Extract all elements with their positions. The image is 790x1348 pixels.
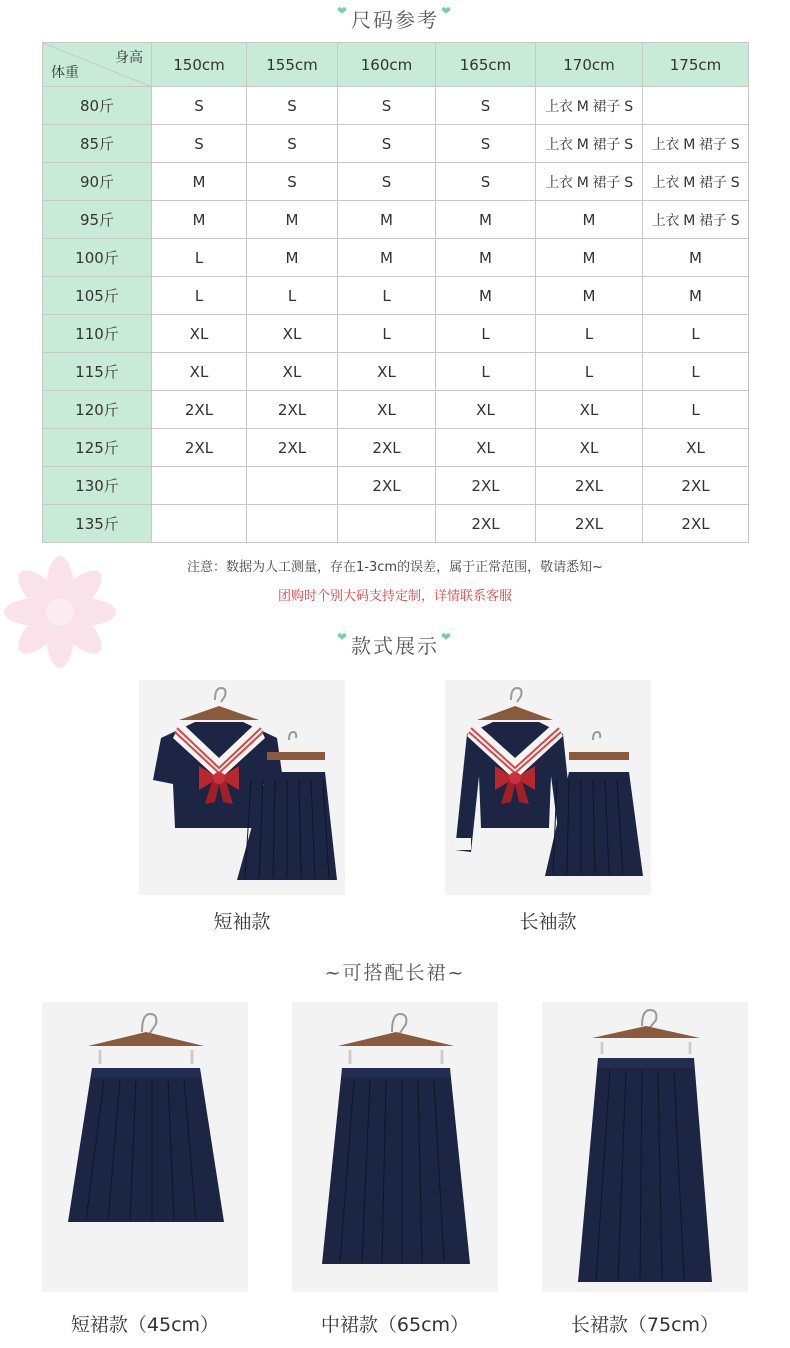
- size-row: [43, 277, 749, 315]
- weight-cell: 80斤: [43, 87, 152, 125]
- long-sleeve-caption: 长袖款: [519, 911, 577, 933]
- size-cell: [152, 505, 247, 543]
- weight-cell: 105斤: [43, 277, 152, 315]
- size-chart-title: [0, 4, 790, 33]
- size-cell: S: [338, 87, 436, 125]
- short-skirt-caption: 短裙款（45cm）: [70, 1314, 220, 1336]
- size-table: [42, 42, 749, 543]
- custom-size-note: 团购时个别大码支持定制，详情联系客服: [277, 589, 512, 604]
- size-cell: M: [338, 201, 436, 239]
- size-cell: 2XL: [247, 429, 338, 467]
- size-cell: S: [247, 163, 338, 201]
- heart-icon: ❤: [336, 4, 349, 18]
- size-cell: XL: [643, 429, 749, 467]
- size-cell: XL: [436, 391, 536, 429]
- size-cell: L: [643, 315, 749, 353]
- size-cell: [152, 467, 247, 505]
- weight-cell: 85斤: [43, 125, 152, 163]
- weight-cell: 110斤: [43, 315, 152, 353]
- size-cell: 上衣 M 裙子 S: [643, 163, 749, 201]
- heart-icon: ❤: [441, 630, 454, 644]
- weight-cell: 100斤: [43, 239, 152, 277]
- size-cell: 2XL: [436, 505, 536, 543]
- medium-skirt-caption: 中裙款（65cm）: [320, 1314, 470, 1336]
- size-cell: M: [338, 239, 436, 277]
- size-cell: M: [436, 239, 536, 277]
- size-cell: M: [436, 277, 536, 315]
- size-cell: L: [247, 277, 338, 315]
- size-cell: 2XL: [338, 429, 436, 467]
- long-skirt-photo: [542, 1002, 748, 1292]
- size-cell: L: [436, 353, 536, 391]
- size-cell: XL: [536, 391, 643, 429]
- weight-cell: 130斤: [43, 467, 152, 505]
- weight-cell: 115斤: [43, 353, 152, 391]
- size-cell: XL: [152, 315, 247, 353]
- size-cell: L: [643, 391, 749, 429]
- size-cell: L: [536, 315, 643, 353]
- measurement-note: 注意：数据为人工测量，存在1-3cm的误差，属于正常范围，敬请悉知~: [187, 560, 603, 575]
- size-cell: XL: [152, 353, 247, 391]
- size-row: [43, 467, 749, 505]
- size-cell: M: [536, 277, 643, 315]
- height-header: 170cm: [536, 43, 643, 87]
- size-cell: M: [436, 201, 536, 239]
- size-cell: M: [643, 277, 749, 315]
- height-header: 160cm: [338, 43, 436, 87]
- size-row: [43, 353, 749, 391]
- size-cell: S: [152, 87, 247, 125]
- size-cell: L: [152, 277, 247, 315]
- style-display-title-text: 款式展示: [351, 634, 439, 658]
- weight-cell: 120斤: [43, 391, 152, 429]
- short-sleeve-caption: 短袖款: [213, 911, 271, 933]
- weight-label: 体重: [51, 65, 79, 81]
- size-cell: S: [436, 87, 536, 125]
- weight-cell: 125斤: [43, 429, 152, 467]
- size-cell: S: [247, 125, 338, 163]
- size-cell: XL: [536, 429, 643, 467]
- size-cell: XL: [247, 315, 338, 353]
- height-header: 165cm: [436, 43, 536, 87]
- size-chart-title-text: 尺码参考: [351, 8, 439, 32]
- size-cell: S: [436, 125, 536, 163]
- short-sleeve-set-photo: [139, 680, 345, 895]
- heart-icon: ❤: [441, 4, 454, 18]
- size-cell: [247, 467, 338, 505]
- size-cell: 上衣 M 裙子 S: [643, 201, 749, 239]
- size-cell: [643, 87, 749, 125]
- weight-cell: 135斤: [43, 505, 152, 543]
- size-cell: S: [247, 87, 338, 125]
- size-cell: S: [338, 125, 436, 163]
- size-cell: 2XL: [247, 391, 338, 429]
- size-cell: 上衣 M 裙子 S: [536, 87, 643, 125]
- size-cell: L: [338, 277, 436, 315]
- size-row: [43, 201, 749, 239]
- size-cell: L: [536, 353, 643, 391]
- weight-cell: 95斤: [43, 201, 152, 239]
- height-header: 150cm: [152, 43, 247, 87]
- size-row: [43, 163, 749, 201]
- size-cell: S: [436, 163, 536, 201]
- size-cell: [247, 505, 338, 543]
- size-cell: 2XL: [536, 467, 643, 505]
- size-cell: 上衣 M 裙子 S: [536, 125, 643, 163]
- size-cell: 2XL: [643, 505, 749, 543]
- size-cell: S: [152, 125, 247, 163]
- size-table-body: [43, 87, 749, 543]
- long-sleeve-set-photo: [445, 680, 651, 895]
- size-row: [43, 239, 749, 277]
- height-header: 155cm: [247, 43, 338, 87]
- size-cell: M: [536, 201, 643, 239]
- size-cell: XL: [338, 353, 436, 391]
- size-row: [43, 315, 749, 353]
- size-cell: L: [152, 239, 247, 277]
- size-row: [43, 87, 749, 125]
- size-cell: 2XL: [152, 429, 247, 467]
- size-cell: 2XL: [536, 505, 643, 543]
- size-cell: XL: [338, 391, 436, 429]
- size-cell: 上衣 M 裙子 S: [536, 163, 643, 201]
- size-cell: M: [536, 239, 643, 277]
- style-display-title: [0, 630, 790, 659]
- size-row: [43, 125, 749, 163]
- size-row: [43, 391, 749, 429]
- size-cell: [338, 505, 436, 543]
- size-table-header-row: [43, 43, 749, 87]
- size-cell: 2XL: [436, 467, 536, 505]
- size-cell: 上衣 M 裙子 S: [643, 125, 749, 163]
- short-skirt-photo: [42, 1002, 248, 1292]
- size-row: [43, 505, 749, 543]
- size-cell: S: [338, 163, 436, 201]
- size-cell: M: [152, 163, 247, 201]
- size-cell: 2XL: [338, 467, 436, 505]
- size-cell: M: [152, 201, 247, 239]
- size-cell: M: [247, 239, 338, 277]
- height-label: 身高: [115, 50, 143, 66]
- size-cell: L: [338, 315, 436, 353]
- size-cell: 2XL: [643, 467, 749, 505]
- size-cell: M: [247, 201, 338, 239]
- weight-cell: 90斤: [43, 163, 152, 201]
- size-cell: XL: [436, 429, 536, 467]
- size-cell: XL: [247, 353, 338, 391]
- long-skirt-caption: 长裙款（75cm）: [570, 1314, 720, 1336]
- size-cell: 2XL: [152, 391, 247, 429]
- size-cell: M: [643, 239, 749, 277]
- size-cell: L: [643, 353, 749, 391]
- heart-icon: ❤: [336, 630, 349, 644]
- skirt-section-title: ~可搭配长裙~: [324, 962, 466, 984]
- medium-skirt-photo: [292, 1002, 498, 1292]
- size-row: [43, 429, 749, 467]
- size-cell: L: [436, 315, 536, 353]
- height-header: 175cm: [643, 43, 749, 87]
- table-corner-cell: [43, 43, 152, 87]
